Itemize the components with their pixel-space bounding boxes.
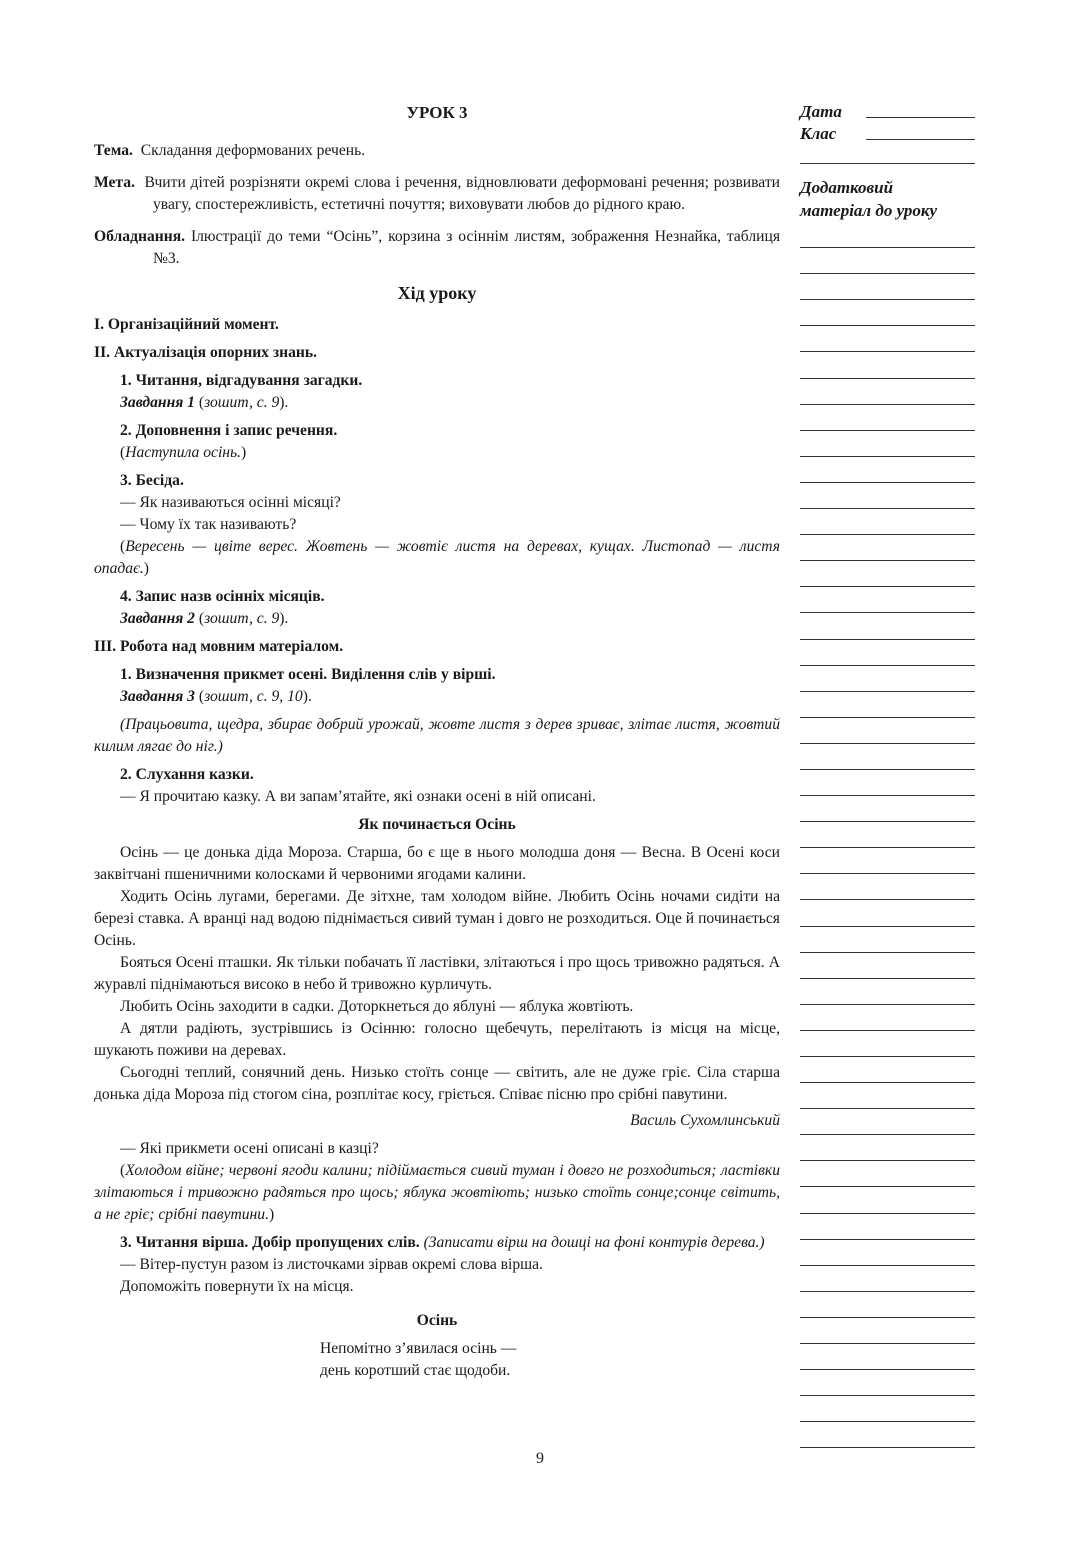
class-label: Клас [800,124,837,143]
sidebar-notes [800,100,975,1448]
note-line [800,1396,975,1422]
class-field [800,122,975,144]
s3-2-intro: — Я прочитаю казку. А ви запам’ятайте, які ознаки осені в ній описані. [120,788,596,805]
story-paragraph: Сьогодні теплий, сонячний день. Низько стоїть сонце — світить, але не дуже гріє. Сіла старша донька діда Мороза під стогом сіна, розплітає косу, гріється. Співає пісню про срібні павутини. [94,1064,780,1103]
section-3-body-2 [94,764,780,808]
goal-line [94,172,780,216]
s2-2-title: 2. Доповнення і запис речення. [120,422,338,439]
note-line [800,1005,975,1031]
date-label: Дата [800,102,842,121]
note-line [800,979,975,1005]
note-line [800,640,975,666]
note-line [800,927,975,953]
poem-body [94,1338,780,1382]
section-3-heading: ІІІ. Робота над мовним матеріалом. [94,638,344,655]
date-blank [866,101,975,118]
course-heading: Хід уроку [397,283,477,303]
s3-1-answer: (Працьовита, щедра, збирає добрий урожай, жовте листя з дерев зриває, злітає листя, жовтий килим лягає до ніг.) [94,716,780,755]
story-title: Як починається Осінь [358,816,516,833]
note-line [800,1292,975,1318]
s3-2-answer: Холодом війне; червоні ягоди калини; підіймається сивий туман і довго не розходиться; ластівки злітаються і тривожно радяться про щось; яблука жовтіють; низько стоїть сонце;сонце світить, а не гріє; срібні павутини. [94,1162,780,1223]
section-1-heading: І. Організаційний момент. [94,316,279,333]
note-line [800,326,975,352]
story-paragraph: А дятли радіють, зустрівшись із Осінню: голосно щебечуть, перелітають із місця на місце, шукають поживи на деревах. [94,1020,780,1059]
s3-3-line [94,1232,780,1254]
equipment-line [94,226,780,270]
note-line [800,1422,975,1448]
goal-text: Вчити дітей розрізняти окремі слова і речення, відновлювати деформовані речення; розвивати увагу, спостережливість, естетичні почуття; виховувати любов до рідного краю. [144,174,780,213]
story-text [94,842,780,1106]
note-line [800,1083,975,1109]
s3-2-title: 2. Слухання казки. [120,766,254,783]
s3-1-ref: зошит, с. 9, 10 [204,688,303,705]
equipment-text: Ілюстрації до теми “Осінь”, корзина з осіннім листям, зображення Незнайка, таблиця №3. [153,228,780,267]
s2-4-ref: зошит, с. 9 [204,610,280,627]
note-line [800,744,975,770]
s2-1-ref: зошит, с. 9 [204,394,280,411]
note-line [800,1214,975,1240]
s3-1-task: Завдання 3 [120,688,195,705]
story-author: Василь Сухомлинський [630,1112,780,1129]
note-line [800,770,975,796]
page-number: 9 [536,1450,544,1467]
s2-3-question-1: — Як називаються осінні місяці? [120,494,341,511]
note-line [800,666,975,692]
date-field [800,100,975,122]
note-line [800,1370,975,1396]
s2-1-task: Завдання 1 [120,394,195,411]
note-line [800,692,975,718]
section-2-body-cont [94,586,780,630]
extra-heading-line-2: матеріал до уроку [800,201,938,220]
note-line [800,613,975,639]
note-line [800,405,975,431]
equipment-label: Обладнання. [94,228,186,245]
divider-line [800,162,975,164]
theme-text: Складання деформованих речень. [140,142,366,159]
note-line [800,874,975,900]
section-2-heading: ІІ. Актуалізація опорних знань. [94,344,318,361]
theme-line [94,140,780,162]
lesson-title: УРОК 3 [406,103,468,122]
note-line [800,379,975,405]
note-line [800,431,975,457]
note-line [800,1318,975,1344]
s3-2-answer-line: (Холодом війне; червоні ягоди калини; підіймається сивий туман і довго не розходиться; ластівки злітаються і тривожно радяться про щось; яблука жовтіють; низько стоїть сонце;сонце світить, а не гріє; срібні павутини.) [94,1162,780,1223]
note-line [800,248,975,274]
s2-2-answer-line: (Наступила осінь.) [120,444,247,461]
poem-line: день коротший стає щодоби. [320,1362,511,1379]
story-paragraph: Осінь — це донька діда Мороза. Старша, бо є ще в нього молодша доня — Весна. В Осені коси заквітчані пшеничними колосками й червоними ягодами калини. [94,844,780,883]
theme-label: Тема. [94,142,133,159]
goal-label: Мета. [94,174,135,191]
s2-3-answer: Вересень — цвіте верес. Жовтень — жовтіє листя на деревах, кущах. Листопад — листя опадає. [94,538,780,577]
note-line [800,222,975,248]
poem-line: Непомітно з’явилася осінь — [320,1340,517,1357]
note-line [800,848,975,874]
s2-1-task-line: Завдання 1 (зошит, с. 9). [120,394,289,411]
s2-4-task-line: Завдання 2 (зошит, с. 9). [120,610,289,627]
note-line [800,352,975,378]
note-line [800,535,975,561]
note-line [800,457,975,483]
note-line [800,274,975,300]
s3-3-note: (Записати вірш на дошці на фоні контурів дерева.) [423,1234,765,1251]
note-line [800,483,975,509]
s2-3-title: 3. Бесіда. [120,472,184,489]
poem-title: Осінь [416,1312,458,1329]
note-line [800,1240,975,1266]
s3-3-title: 3. Читання вірша. Добір пропущених слів. [120,1234,420,1251]
story-paragraph: Бояться Осені пташки. Як тільки побачать її ластівки, злітаються і про щось тривожно радяться. А журавлі піднімаються високо в небо й тривожно курличуть. [94,954,780,993]
lesson-main-column [94,100,780,1382]
note-line [800,1161,975,1187]
note-line [800,509,975,535]
extra-material-heading [800,176,975,222]
note-line [800,1057,975,1083]
story-paragraph: Ходить Осінь лугами, берегами. Де зітхне, там холодом війне. Любить Осінь ночами сидіти на березі ставка. А вранці над водою піднімається сивий туман і довго не розходиться. Оце й починається Осінь. [94,888,780,949]
s3-3-line-1: — Вітер-пустун разом із листочками зірвав окремі слова вірша. [120,1256,543,1273]
note-line [800,561,975,587]
s2-3-answer-line: (Вересень — цвіте верес. Жовтень — жовтіє листя на деревах, кущах. Листопад — листя опадає.) [94,538,780,577]
section-3-body [94,664,780,708]
s2-3-question-2: — Чому їх так називають? [120,516,297,533]
s3-2-question: — Які прикмети осені описані в казці? [120,1140,379,1157]
note-line [800,1135,975,1161]
note-line [800,300,975,326]
note-line [800,587,975,613]
note-line [800,718,975,744]
section-2-body [94,370,780,536]
s3-1-task-line: Завдання 3 (зошит, с. 9, 10). [120,688,312,705]
note-line [800,900,975,926]
s2-2-answer: Наступила осінь. [125,444,242,461]
note-line [800,796,975,822]
class-blank [866,123,975,140]
s2-1-title: 1. Читання, відгадування загадки. [120,372,363,389]
note-line [800,1344,975,1370]
note-line [800,1266,975,1292]
s2-4-title: 4. Запис назв осінніх місяців. [120,588,325,605]
story-paragraph: Любить Осінь заходити в садки. Доторкнеться до яблуні — яблука жовтіють. [120,998,634,1015]
note-line [800,1187,975,1213]
s2-4-task: Завдання 2 [120,610,195,627]
s3-1-title: 1. Визначення прикмет осені. Виділення слів у вірші. [120,666,496,683]
s3-3-line-2: Допоможіть повернути їх на місця. [120,1278,354,1295]
note-line [800,1031,975,1057]
note-line [800,822,975,848]
note-line [800,1109,975,1135]
note-line [800,953,975,979]
extra-heading-line-1: Додатковий [800,178,894,197]
notes-lines [800,222,975,1448]
